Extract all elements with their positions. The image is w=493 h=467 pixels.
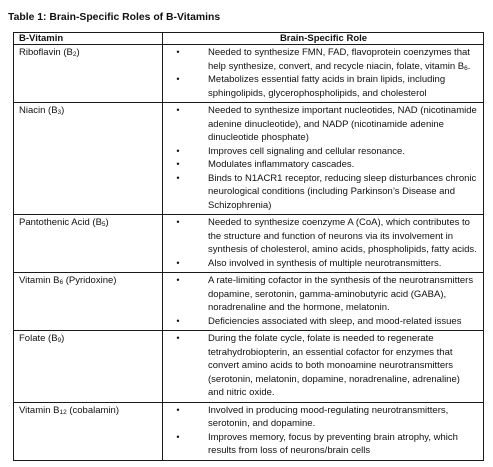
role-list — [168, 46, 479, 100]
role-text: During the folate cycle, folate is needed to regenerate tetrahydrobiopterin, an essential cofactor for enzymes that convert amino acids to both monoamine neurotransmitters (serotonin, melatonin, dopamine, noradrenaline, adrenaline) and nitric oxide. — [208, 333, 460, 398]
bullet-icon: • — [176, 257, 180, 268]
role-list-item — [168, 145, 479, 159]
vitamin-name: Folate (B — [19, 333, 58, 344]
table-row — [14, 273, 484, 331]
role-list-item — [168, 404, 479, 431]
role-cell — [163, 45, 484, 103]
role-cell — [163, 273, 484, 331]
b-vitamins-table — [13, 32, 484, 461]
table-header-row — [14, 33, 484, 45]
bullet-icon: • — [176, 159, 180, 169]
role-list-item — [168, 274, 479, 315]
bullet-icon: • — [176, 105, 180, 115]
role-text: Also involved in synthesis of multiple neurotransmitters. — [208, 257, 442, 269]
vitamin-name: Niacin (B — [19, 105, 58, 116]
table-row — [14, 215, 484, 273]
vitamin-name-suffix: ) — [76, 47, 80, 58]
header-brain-specific-role: Brain-Specific Role — [163, 33, 484, 45]
role-text: Needed to synthesize coenzyme A (CoA), which contributes to the structure and function of neurons via its involvement in synthesis of cholesterol, amino acids, phospholipids, fatty acids. — [208, 217, 477, 255]
table-body — [14, 45, 484, 461]
vitamin-name-cell — [14, 273, 163, 331]
header-b-vitamin: B-Vitamin — [14, 33, 163, 45]
role-list-item — [168, 431, 479, 458]
vitamin-subscript: 5 — [101, 221, 106, 228]
bullet-icon: • — [176, 47, 180, 57]
role-text: A rate-limiting cofactor in the synthesis of the neurotransmitters dopamine, serotonin, gamma-aminobutyric acid (GABA), noradrenaline and the hormone, melatonin. — [208, 275, 474, 313]
bullet-icon: • — [176, 431, 180, 442]
role-list-item — [168, 46, 479, 73]
role-list — [168, 404, 479, 458]
bullet-icon: • — [176, 172, 180, 183]
role-text: Improves cell signaling and cellular resonance. — [208, 145, 405, 157]
role-text: Needed to synthesize important nucleotides, NAD (nicotinamide adenine dinucleotide), and NADP (nicotinamide adenine dinucleotide phosphate) — [208, 105, 477, 143]
role-text: Needed to synthesize FMN, FAD, flavoprotein coenzymes that help synthesize, convert, and recycle niacin, folate, vitamin B — [208, 47, 470, 72]
vitamin-name: Vitamin B — [19, 275, 60, 286]
role-text: Modulates inflammatory cascades. — [208, 159, 355, 170]
role-text: Improves memory, focus by preventing brain atrophy, which results from loss of neurons/brain cells — [208, 431, 458, 456]
bullet-icon: • — [176, 315, 180, 326]
role-cell — [163, 103, 484, 215]
vitamin-name: Pantothenic Acid (B — [19, 217, 102, 228]
role-list-item — [168, 172, 479, 213]
bullet-icon: • — [176, 74, 180, 84]
bullet-icon: • — [176, 145, 180, 156]
vitamin-name-suffix: (cobalamin) — [66, 404, 119, 416]
vitamin-name-cell — [14, 331, 163, 403]
role-text: Involved in producing mood-regulating neurotransmitters, serotonin, and dopamine. — [208, 404, 449, 429]
role-cell — [163, 402, 484, 460]
vitamin-name-suffix: ) — [61, 333, 65, 344]
vitamin-name: Vitamin B — [19, 404, 60, 416]
role-cell — [163, 215, 484, 273]
role-list-item — [168, 158, 479, 172]
vitamin-name-suffix: ) — [105, 217, 109, 228]
vitamin-name-suffix: ) — [61, 105, 65, 116]
role-list — [168, 332, 479, 400]
vitamin-name-cell — [14, 402, 163, 460]
role-cell — [163, 331, 484, 403]
vitamin-subscript: 12 — [59, 408, 67, 416]
role-list-item — [168, 104, 479, 145]
vitamin-name-cell — [14, 45, 163, 103]
vitamin-subscript: 3 — [57, 109, 62, 116]
bullet-icon: • — [176, 217, 180, 227]
role-list-item — [168, 315, 479, 329]
role-list-item — [168, 257, 479, 271]
role-text-suffix: . — [467, 60, 471, 72]
role-text: Metabolizes essential fatty acids in brain lipids, including sphingolipids, glycerophospholipids, and cholesterol — [208, 74, 446, 99]
role-list-item — [168, 216, 479, 257]
role-text: Binds to N1ACR1 receptor, reducing sleep disturbances chronic neurological conditions (including Parkinson’s Disease and Schizophrenia) — [208, 172, 477, 211]
vitamin-name-suffix: (Pyridoxine) — [63, 275, 117, 286]
role-list — [168, 216, 479, 270]
role-list-item — [168, 73, 479, 100]
role-text: Deficiencies associated with sleep, and mood-related issues — [208, 315, 462, 327]
table-row — [14, 103, 484, 215]
role-subscript: 6 — [464, 64, 468, 72]
vitamin-name: Riboflavin (B — [19, 47, 73, 58]
vitamin-subscript: 2 — [72, 51, 77, 58]
vitamin-name-cell — [14, 215, 163, 273]
role-list — [168, 274, 479, 328]
bullet-icon: • — [176, 404, 180, 415]
table-row — [14, 402, 484, 460]
table-title: Table 1: Brain-Specific Roles of B-Vitamins — [8, 12, 221, 23]
role-list — [168, 104, 479, 212]
role-list-item — [168, 332, 479, 400]
table-row — [14, 45, 484, 103]
bullet-icon: • — [176, 275, 180, 285]
vitamin-subscript: 9 — [57, 337, 62, 344]
vitamin-subscript: 6 — [59, 279, 64, 286]
vitamin-name-cell — [14, 103, 163, 215]
bullet-icon: • — [176, 333, 180, 343]
table-row — [14, 331, 484, 403]
